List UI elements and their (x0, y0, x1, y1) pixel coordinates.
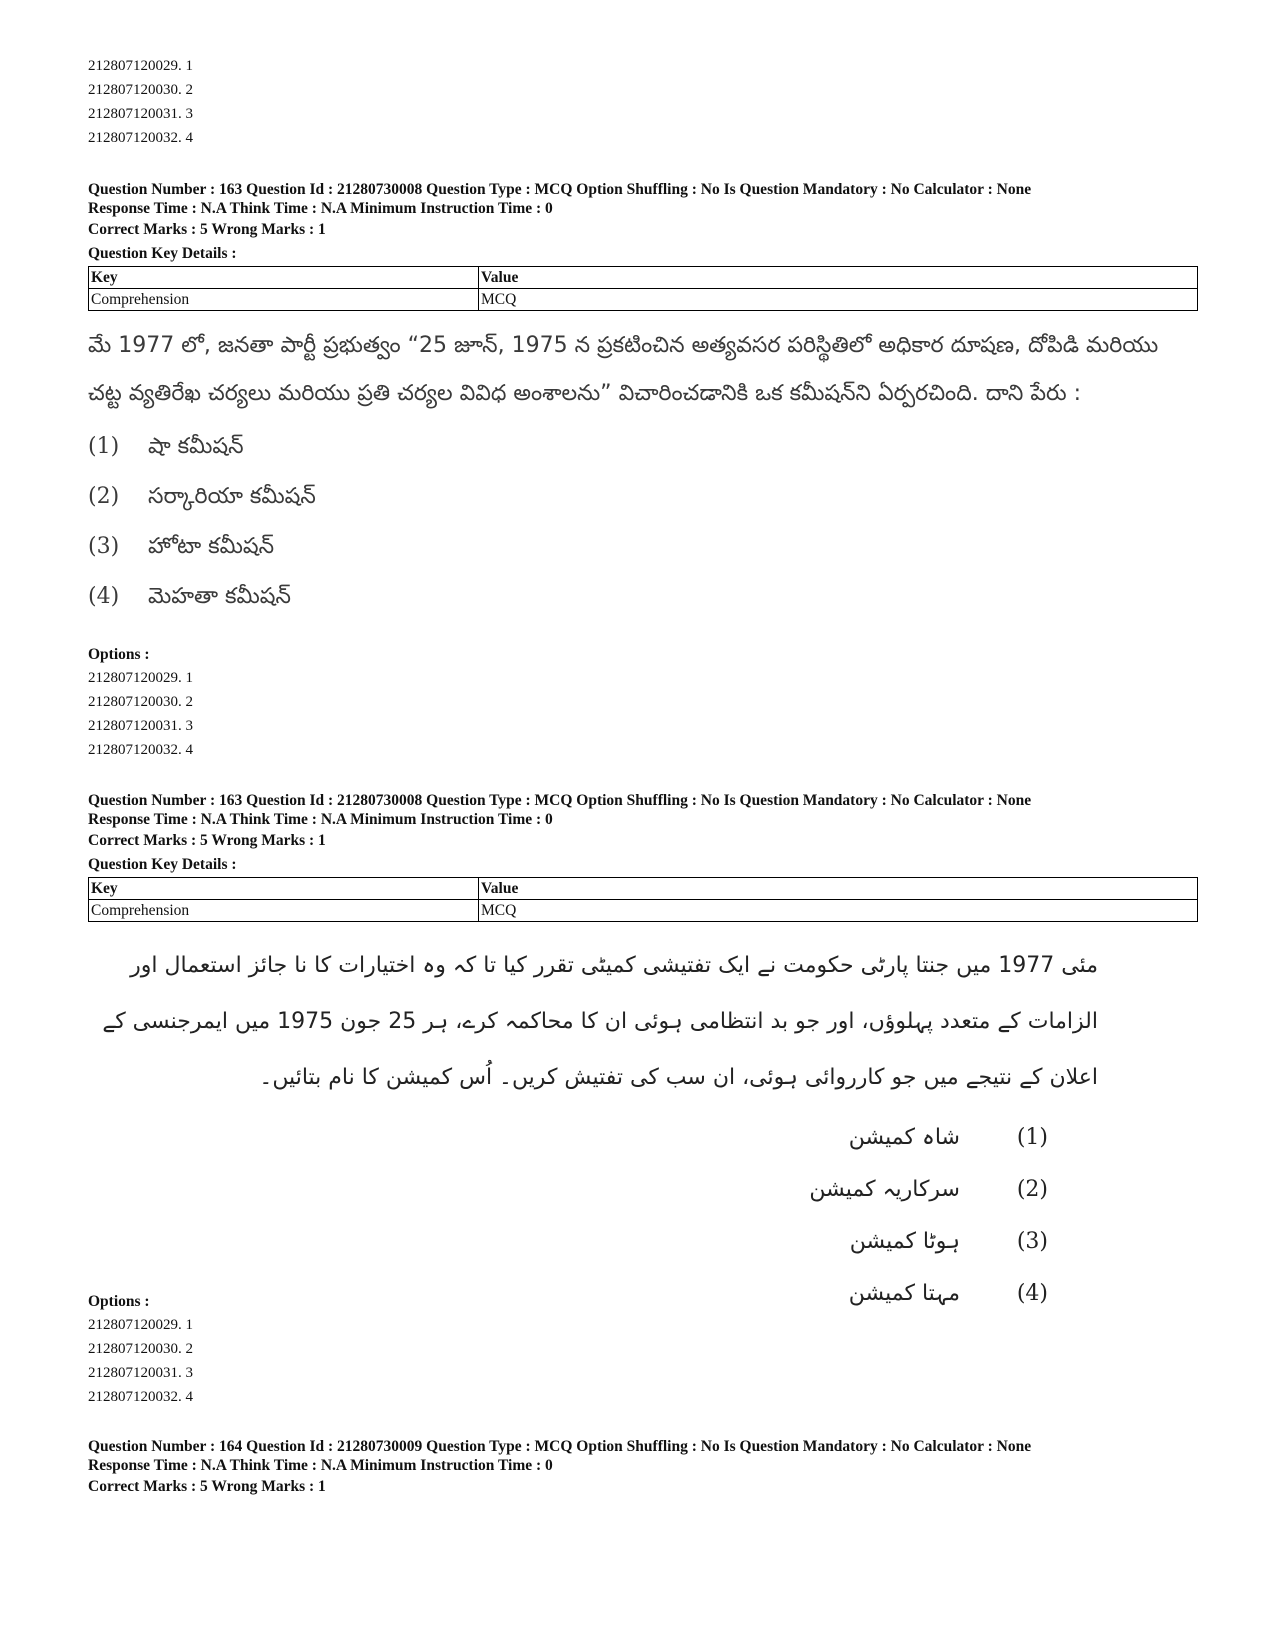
table-key-header: Key (89, 267, 479, 289)
answer-choice: (2)سرکاریہ کمیشن (809, 1177, 1048, 1202)
key-value-table (88, 877, 1198, 922)
question-header-line1: Question Number : 163 Question Id : 21280730008 Question Type : MCQ Option Shuffling : No Is Question Mandatory : No Calculator : None (88, 181, 1032, 198)
question-body-telugu (88, 322, 1198, 622)
table-value-cell: MCQ (479, 289, 1198, 311)
question-header-line1: Question Number : 164 Question Id : 21280730009 Question Type : MCQ Option Shuffling : No Is Question Mandatory : No Calculator : None (88, 1438, 1032, 1455)
option-item: 212807120029. 1 (88, 670, 193, 686)
question-header-line2: Response Time : N.A Think Time : N.A Minimum Instruction Time : 0 (88, 811, 553, 828)
option-item: 212807120032. 4 (88, 742, 193, 758)
question-key-details-label: Question Key Details : (88, 856, 237, 873)
answer-choice: (1) షా కమీషన్ (88, 434, 244, 459)
table-value-cell: MCQ (479, 900, 1198, 922)
answer-choice: (3) హోటా కమీషన్ (88, 534, 275, 559)
options-list (88, 644, 193, 762)
options-label: Options : (88, 1293, 150, 1310)
question-header-next (88, 1437, 1198, 1499)
answer-choices (88, 1112, 1098, 1320)
option-item: 212807120031. 3 (88, 106, 193, 122)
question-body-urdu (88, 938, 1098, 1320)
question-key-details-label: Question Key Details : (88, 245, 237, 262)
answer-choice: (3)ہوٹا کمیشن (849, 1229, 1048, 1254)
option-item: 212807120029. 1 (88, 58, 193, 74)
key-value-table (88, 266, 1198, 311)
table-key-cell: Comprehension (89, 289, 479, 311)
options-label: Options : (88, 646, 150, 663)
question-text: మే 1977 లో, జనతా పార్టీ ప్రభుత్వం “25 జూన్, 1975 న ప్రకటించిన అత్యవసర పరిస్థితిలో అధికార దూషణ, దోపిడి మరియు చట్ట వ్యతిరేఖ చర్యలు మరియు ప్రతి చర్యల వివిధ అంశాలను” విచారించడానికి ఒక కమీషన్‌ని ఏర్పరచింది. దాని పేరు : (88, 333, 1159, 406)
table-key-cell: Comprehension (89, 900, 479, 922)
question-marks: Correct Marks : 5 Wrong Marks : 1 (88, 221, 326, 238)
option-item: 212807120030. 2 (88, 1341, 193, 1357)
question-header-line2: Response Time : N.A Think Time : N.A Minimum Instruction Time : 0 (88, 1457, 553, 1474)
answer-choices (88, 422, 1198, 622)
table-value-header: Value (479, 267, 1198, 289)
question-header-line2: Response Time : N.A Think Time : N.A Minimum Instruction Time : 0 (88, 200, 553, 217)
question-header-urdu (88, 791, 1198, 922)
question-text: مئی 1977 میں جنتا پارٹی حکومت نے ایک تفتیشی کمیٹی تقرر کیا تا کہ وہ اختیارات کا نا جائز استعمال اور الزامات کے متعدد پہلوؤں، اور جو بد انتظامی ہوئی ان کا محاکمہ کرے، ہر 25 جون 1975 میں ایمرجنسی کے اعلان کے نتیجے میں جو کارروائی ہوئی، ان سب کی تفتیش کریں۔ اُس کمیشن کا نام بتائیں۔ (102, 953, 1098, 1090)
question-marks: Correct Marks : 5 Wrong Marks : 1 (88, 832, 326, 849)
question-header-line1: Question Number : 163 Question Id : 21280730008 Question Type : MCQ Option Shuffling : No Is Question Mandatory : No Calculator : None (88, 792, 1032, 809)
option-item: 212807120032. 4 (88, 1389, 193, 1405)
answer-choice: (4)مہتا کمیشن (848, 1281, 1048, 1306)
option-item: 212807120029. 1 (88, 1317, 193, 1333)
question-marks: Correct Marks : 5 Wrong Marks : 1 (88, 1478, 326, 1495)
option-item: 212807120030. 2 (88, 82, 193, 98)
answer-choice: (4) మెహతా కమీషన్ (88, 584, 291, 609)
options-list (88, 1291, 193, 1409)
option-item: 212807120032. 4 (88, 130, 193, 146)
table-value-header: Value (479, 878, 1198, 900)
answer-choice: (1)شاہ کمیشن (848, 1125, 1048, 1150)
top-options-list (88, 54, 193, 150)
option-item: 212807120031. 3 (88, 718, 193, 734)
option-item: 212807120031. 3 (88, 1365, 193, 1381)
option-item: 212807120030. 2 (88, 694, 193, 710)
table-key-header: Key (89, 878, 479, 900)
question-header-telugu (88, 180, 1198, 311)
answer-choice: (2) సర్కారియా కమీషన్ (88, 484, 316, 509)
